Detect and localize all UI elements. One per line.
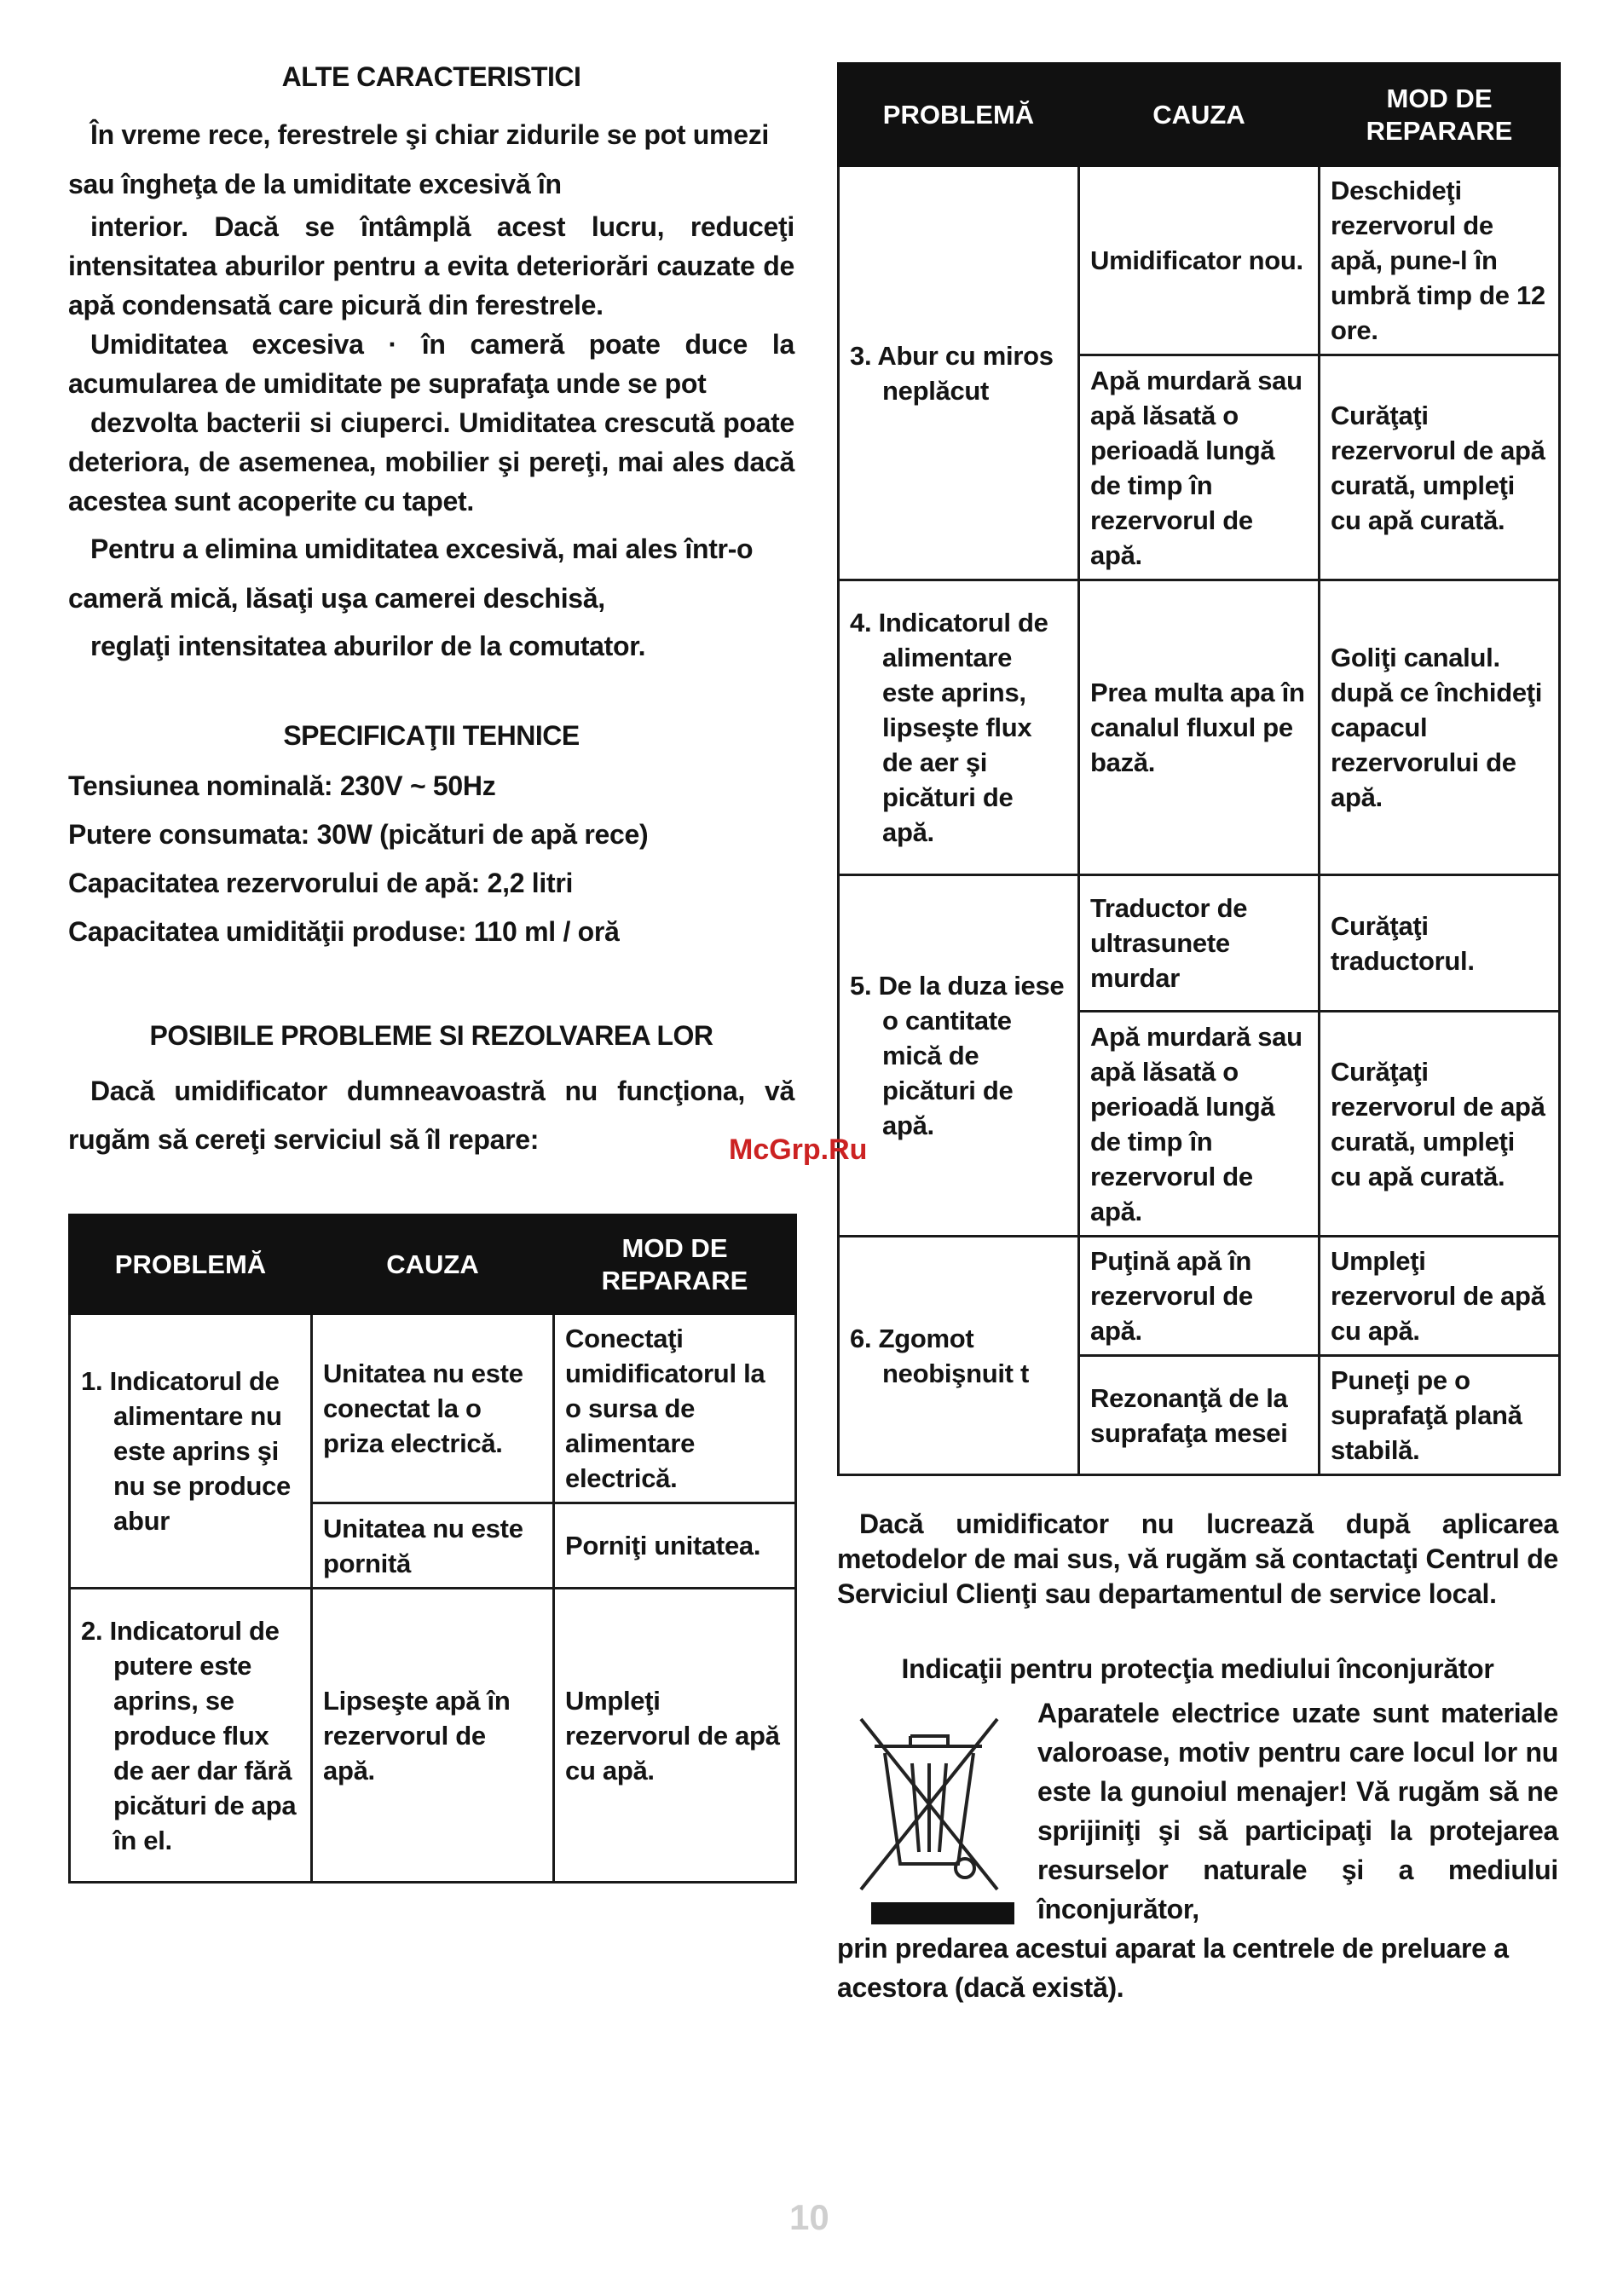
- contact-paragraph: Dacă umidificator nu lucrează după aplicarea metodelor de mai sus, vă rugăm să contactaţi Centrul de Serviciul Clienţi sau departamentul de service local.: [837, 1509, 1558, 1609]
- cause-5b: Apă murdară sau apă lăsată o perioadă lungă de timp în rezervorul de apă.: [1079, 1012, 1320, 1237]
- troubleshoot-table-1: [68, 1214, 794, 1884]
- header-problema: PROBLEMĂ: [70, 1215, 312, 1314]
- spec-line-tensiune: Tensiunea nominală: 230V ~ 50Hz: [68, 770, 496, 801]
- spec-line-putere: Putere consumata: 30W (picături de apă rece): [68, 819, 649, 850]
- crossed-bin-icon: [837, 1693, 1016, 1925]
- section-specificatii: [68, 720, 794, 956]
- remedy-5a: Curăţaţi traductorul.: [1320, 875, 1560, 1012]
- section-environment: [837, 1653, 1558, 2007]
- section-alte-caracteristici: [68, 61, 794, 666]
- cause-6b: Rezonanţă de la suprafaţa mesei: [1079, 1356, 1320, 1475]
- remedy-4: Goliţi canalul. după ce închideţi capacul rezervorului de apă.: [1320, 580, 1560, 875]
- header-cauza: CAUZA: [1079, 64, 1320, 166]
- alte-p5: dezvolta bacterii si ciuperci. Umiditatea crescută poate deteriora, de asemenea, mobilier şi pereţi, mai ales dacă acestea sunt acoperite cu tapet.: [68, 407, 794, 516]
- env-title: Indicaţii pentru protecţia mediului înconjurător: [901, 1653, 1494, 1684]
- spec-line-capacitate-rezervor: Capacitatea rezervorului de apă: 2,2 litri: [68, 868, 574, 898]
- remedy-3a: Deschideţi rezervorul de apă, pune-l în umbră timp de 12 ore.: [1320, 166, 1560, 355]
- probleme-title: POSIBILE PROBLEME SI REZOLVAREA LOR: [149, 1020, 713, 1051]
- section-probleme: [68, 1020, 794, 1164]
- problem-2: 2. Indicatorul de putere este aprins, se produce flux de aer dar fără picături de apa în el.: [70, 1589, 312, 1883]
- env-text-2: prin predarea acestui aparat la centrele de preluare a acestora (dacă există).: [837, 1933, 1509, 2003]
- env-text: Aparatele electrice uzate sunt materiale valoroase, motiv pentru care locul lor nu este la gunoiul menajer! Vă rugăm să ne sprijiniţi şi să participaţi la protejarea resurselor naturale şi a mediului înconjurător,: [1037, 1698, 1558, 1924]
- alte-p4: Umiditatea excesiva · în cameră poate duce la acumularea de umiditate pe suprafaţa unde se pot: [68, 329, 794, 399]
- env-body: [837, 1693, 1558, 2007]
- header-problema: PROBLEMĂ: [839, 64, 1079, 166]
- spec-title: SPECIFICAŢII TEHNICE: [283, 720, 580, 751]
- problem-6: 6. Zgomot neobişnuit t: [839, 1237, 1079, 1475]
- problem-5: 5. De la duza iese o cantitate mică de picături de apă.: [839, 875, 1079, 1237]
- cause-4: Prea multa apa în canalul fluxul pe bază.: [1079, 580, 1320, 875]
- cause-5a: Traductor de ultrasunete murdar: [1079, 875, 1320, 1012]
- troubleshoot-table-2: [837, 62, 1558, 1476]
- watermark: McGrp.Ru: [729, 1134, 868, 1166]
- spec-line-capacitate-umiditate: Capacitatea umidităţii produse: 110 ml / oră: [68, 916, 620, 947]
- cause-2: Lipseşte apă în rezervorul de apă.: [312, 1589, 554, 1883]
- cause-3b: Apă murdară sau apă lăsată o perioadă lungă de timp în rezervorul de apă.: [1079, 355, 1320, 580]
- cause-3a: Umidificator nou.: [1079, 166, 1320, 355]
- problem-3: 3. Abur cu miros neplăcut: [839, 166, 1079, 580]
- remedy-3b: Curăţaţi rezervorul de apă curată, umpleţi cu apă curată.: [1320, 355, 1560, 580]
- remedy-1a: Conectaţi umidificatorul la o sursa de alimentare electrică.: [554, 1314, 796, 1503]
- probleme-intro: Dacă umidificator dumneavoastră nu funcţiona, vă rugăm să cereţi serviciul să îl repare:: [68, 1076, 794, 1155]
- problem-4: 4. Indicatorul de alimentare este aprins, lipseşte flux de aer şi picături de apă.: [839, 580, 1079, 875]
- page-number: 10: [789, 2197, 829, 2237]
- header-mod: MOD DE REPARARE: [1320, 64, 1560, 166]
- remedy-6b: Puneţi pe o suprafaţă plană stabilă.: [1320, 1356, 1560, 1475]
- alte-p1: În vreme rece, ferestrele şi chiar zidurile se pot umezi: [90, 119, 769, 150]
- alte-title: ALTE CARACTERISTICI: [281, 61, 581, 92]
- problem-1: 1. Indicatorul de alimentare nu este aprins şi nu se produce abur: [70, 1314, 312, 1589]
- remedy-1b: Porniţi unitatea.: [554, 1503, 796, 1589]
- header-mod: MOD DE REPARARE: [554, 1215, 796, 1314]
- header-cauza: CAUZA: [312, 1215, 554, 1314]
- remedy-2: Umpleţi rezervorul de apă cu apă.: [554, 1589, 796, 1883]
- cause-1a: Unitatea nu este conectat la o priza electrică.: [312, 1314, 554, 1503]
- remedy-5b: Curăţaţi rezervorul de apă curată, umpleţi cu apă curată.: [1320, 1012, 1560, 1237]
- alte-p7: cameră mică, lăsaţi uşa camerei deschisă,: [68, 583, 605, 614]
- cause-6a: Puţină apă în rezervorul de apă.: [1079, 1237, 1320, 1356]
- remedy-6a: Umpleţi rezervorul de apă cu apă.: [1320, 1237, 1560, 1356]
- alte-p6: Pentru a elimina umiditatea excesivă, mai ales într-o: [90, 534, 754, 564]
- cause-1b: Unitatea nu este pornită: [312, 1503, 554, 1589]
- alte-p2: sau îngheţa de la umiditate excesivă în: [68, 169, 562, 199]
- alte-p3: interior. Dacă se întâmplă acest lucru, reduceţi intensitatea aburilor pentru a evita deteriorări cauzate de apă condensată care picură din ferestrele.: [68, 211, 794, 320]
- alte-p8: reglaţi intensitatea aburilor de la comutator.: [90, 631, 646, 661]
